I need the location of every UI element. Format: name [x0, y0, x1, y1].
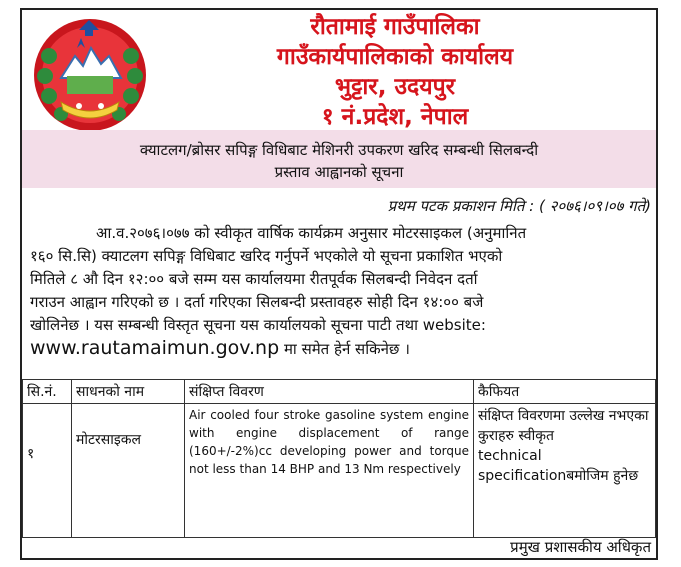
table-row — [23, 404, 656, 538]
row-item-name: मोटरसाइकल — [72, 404, 185, 538]
header-description: संक्षिप्त विवरण — [185, 380, 474, 404]
remark-part-3: specification — [478, 468, 567, 484]
publish-date: प्रथम पटक प्रकाशन मिति : ( २०७६।०९।०७ गते) — [387, 197, 651, 215]
header-remarks: कैफियत — [474, 380, 656, 404]
row-description: Air cooled four stroke gasoline system engine with engine displacement of range (160+/-2%)cc developing power and torque not less than 14 BHP and 13 Nm respectively — [185, 404, 474, 538]
remark-part-1: संक्षिप्त विवरणमा उल्लेख नभएका कुराहरु स्वीकृत — [478, 408, 649, 444]
header-serial-no: सि.नं. — [23, 380, 72, 404]
body-line-1: आ.व.२०७६।०७७ को स्वीकृत वार्षिक कार्यक्रम अनुसार मोटरसाइकल (अनुमानित — [96, 224, 527, 242]
province-country: १ नं.प्रदेश, नेपाल — [321, 104, 469, 130]
body-line-5: खोलिनेछ । यस सम्बन्धी विस्तृत सूचना यस कार्यालयको सूचना पाटी तथा website: — [30, 316, 486, 334]
website-url[interactable]: www.rautamaimun.gov.np — [30, 337, 280, 359]
table-header-row — [23, 380, 656, 404]
notice-title-line2: प्रस्ताव आह्वानको सूचना — [274, 163, 404, 181]
office-name: गाउँकार्यपालिकाको कार्यालय — [276, 44, 514, 70]
remark-part-4: बमोजिम हुनेछ — [566, 468, 639, 484]
notice-title-line1: क्याटलग/ब्रोसर सपिङ्ग विधिबाट मेशिनरी उपकरण खरिद सम्बन्धी सिलबन्दी — [139, 141, 539, 159]
municipality-name: रौतामाई गाउँपालिका — [310, 14, 480, 40]
items-table — [22, 379, 656, 538]
office-address: भुट्टार, उदयपुर — [334, 74, 456, 100]
body-line-3: मितिले ८ औ दिन १२:०० बजे सम्म यस कार्यालयमा रीतपूर्वक सिलबन्दी निवेदन दर्ता — [30, 270, 478, 288]
nepal-coat-of-arms-icon — [31, 16, 149, 134]
body-line-2: १६० सि.सि) क्याटलग सपिङ्ग विधिबाट खरिद गर्नुपर्ने भएकोले यो सूचना प्रकाशित भएको — [30, 247, 503, 265]
body-line-4: गराउन आह्वान गरिएको छ । दर्ता गरिएका सिलबन्दी प्रस्तावहरु सोही दिन १४:०० बजे — [30, 293, 484, 311]
body-line-6-rest: मा समेत हेर्न सकिनेछ । — [279, 340, 410, 358]
body-line-6 — [30, 337, 650, 360]
row-remarks — [474, 404, 656, 538]
row-serial-no: १ — [23, 404, 72, 538]
signatory-title: प्रमुख प्रशासकीय अधिकृत — [510, 538, 651, 556]
remark-part-2: technical — [478, 448, 542, 464]
header-item-name: साधनको नाम — [72, 380, 185, 404]
